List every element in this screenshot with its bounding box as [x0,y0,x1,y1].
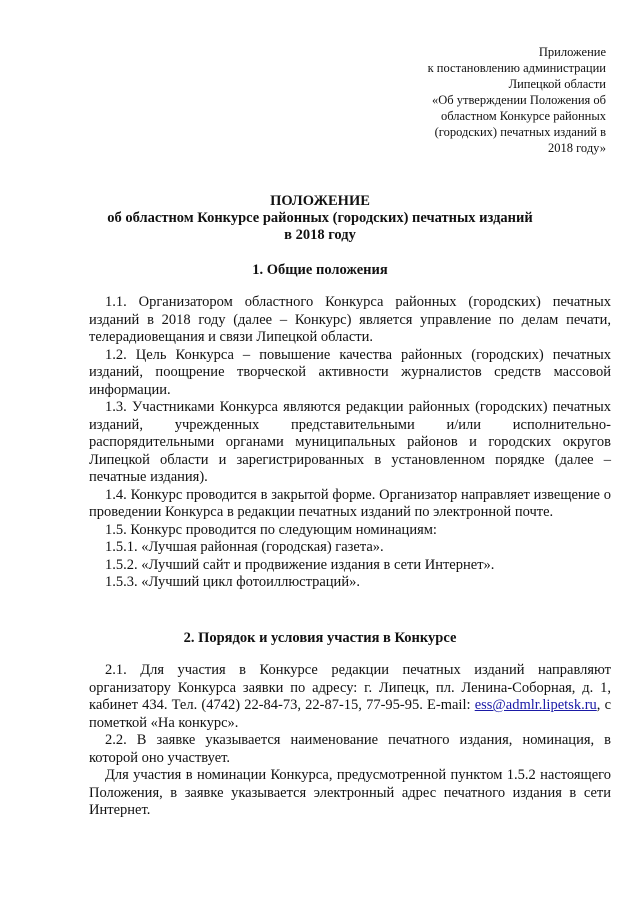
nomination-1-5-1: 1.5.1. «Лучшая районная (городская) газета». [105,539,384,555]
section-1-body [89,294,611,592]
nomination-1-5-2: 1.5.2. «Лучший сайт и продвижение издания в сети Интернет». [105,556,495,573]
annex-line: «Об утверждении Положения об [431,93,606,107]
paragraph-2-1 [89,662,611,732]
annex-line: к постановлению администрации [427,61,606,75]
title-line-1: ПОЛОЖЕНИЕ [270,193,370,209]
paragraph-2-3: Для участия в номинации Конкурса, предусмотренной пунктом 1.5.2 настоящего Положения, в заявке указывается электронный адрес печатного издания в сети Интернет. [89,767,611,818]
section-2-body [89,662,611,820]
title-line-2: об областном Конкурсе районных (городских) печатных изданий [107,210,533,226]
annex-line: областном Конкурсе районных [440,109,606,123]
paragraph-1-5: 1.5. Конкурс проводится по следующим номинациям: [105,521,437,538]
paragraph-1-1: 1.1. Организатором областного Конкурса районных (городских) печатных изданий в 2018 году (далее – Конкурс) является управление по делам печати, телерадиовещания и связи Липецкой области. [89,294,611,345]
paragraph-1-2: 1.2. Цель Конкурса – повышение качества районных (городских) печатных изданий, поощрение творческой активности журналистов средств массовой информации. [89,346,611,398]
annex-line: Липецкой области [508,77,606,91]
document-title [0,193,640,244]
paragraph-2-1-text: 2.1. Для участия в Конкурсе редакции печатных изданий направляют организатору Конкурса заявки по адресу: г. Липецк, пл. Ленина-Соборная, д. 1, кабинет 434. Тел. (4742) 22-84-73, 22-87-15, 77-95-95. E-mail: [89,662,611,713]
paragraph-1-4: 1.4. Конкурс проводится в закрытой форме. Организатор направляет извещение о проведении Конкурса в редакции печатных изданий по электронной почте. [89,486,611,520]
paragraph-2-1-tail: , с пометкой «На конкурс». [89,697,612,731]
title-line-3: в 2018 году [284,227,356,243]
annex-line: 2018 году» [547,141,606,155]
paragraph-1-3: 1.3. Участниками Конкурса являются редакции районных (городских) печатных изданий, учрежденных представительными и/или исполнительно-распорядительными органами муниципальных районов и городских округов Липецкой области и зарегистрированных в установленном порядке (далее – печатные издания). [89,399,611,485]
section-2-heading: 2. Порядок и условия участия в Конкурсе [183,630,457,646]
nomination-1-5-3: 1.5.3. «Лучший цикл фотоиллюстраций». [105,574,360,590]
annex-note [406,44,606,156]
section-1-heading: 1. Общие положения [252,262,388,278]
annex-line: (городских) печатных изданий в [434,125,606,139]
annex-line: Приложение [538,45,606,59]
paragraph-2-2: 2.2. В заявке указывается наименование печатного издания, номинация, в которой оно участвует. [89,732,611,766]
email-link[interactable]: ess@admlr.lipetsk.ru [474,697,597,713]
